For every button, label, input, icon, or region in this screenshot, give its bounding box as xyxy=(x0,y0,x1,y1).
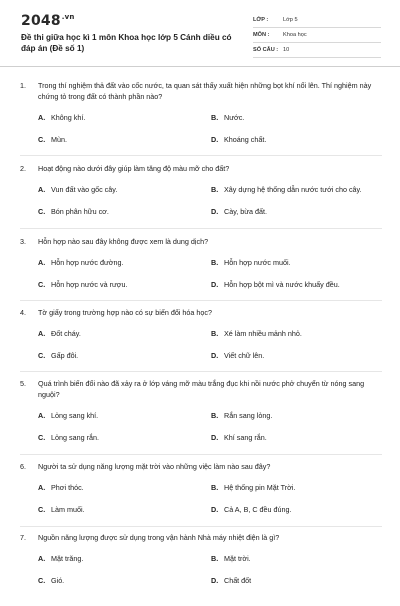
option-letter: D. xyxy=(211,505,219,514)
option-a[interactable] xyxy=(38,329,81,339)
site-logo[interactable] xyxy=(21,13,75,29)
option-letter: B. xyxy=(211,185,219,194)
option-text: Mùn. xyxy=(51,135,67,144)
option-b[interactable] xyxy=(211,483,295,493)
option-text: Vun đất vào gốc cây. xyxy=(51,185,118,194)
option-d[interactable] xyxy=(211,135,266,145)
option-letter: B. xyxy=(211,411,219,420)
option-letter: B. xyxy=(211,258,219,267)
divider xyxy=(20,300,382,301)
document-header xyxy=(0,0,400,67)
option-letter: B. xyxy=(211,483,219,492)
question-number: 7. xyxy=(20,533,26,542)
question-number: 6. xyxy=(20,462,26,471)
option-letter: A. xyxy=(38,554,46,563)
question-text: Nguồn năng lượng được sử dụng trong vận hành Nhà máy nhiệt điện là gì? xyxy=(38,533,280,542)
question-text: Người ta sử dụng năng lượng mặt trời vào những việc làm nào sau đây? xyxy=(38,462,271,471)
option-d[interactable] xyxy=(211,207,267,217)
option-text: Mặt trời. xyxy=(224,554,251,563)
option-text: Đốt cháy. xyxy=(51,329,81,338)
question-number: 2. xyxy=(20,164,26,173)
meta-value: Lớp 5 xyxy=(283,17,298,23)
logo-suffix: .vn xyxy=(61,13,75,22)
option-text: Hỗn hợp bột mì và nước khuấy đều. xyxy=(224,280,340,289)
question-text: Trong thí nghiệm thả đất vào cốc nước, ta quan sát thấy xuất hiện những bọt khí nổi lên. Thí nghiệm này chứng tỏ trong đất có thành phần nào? xyxy=(38,81,372,101)
question-text: Quá trình biến đổi nào đã xảy ra ở lớp váng mỡ màu trắng đục khi nồi nước phở chuyển từ nóng sang nguội? xyxy=(38,379,365,399)
option-letter: A. xyxy=(38,113,46,122)
options xyxy=(20,411,382,463)
divider xyxy=(20,371,382,372)
question-number: 1. xyxy=(20,81,26,90)
divider xyxy=(20,155,382,156)
option-b[interactable] xyxy=(211,411,272,421)
option-text: Khí sang rắn. xyxy=(224,433,267,442)
option-letter: A. xyxy=(38,483,46,492)
meta-key: LỚP : xyxy=(253,17,269,23)
meta-key: MÔN : xyxy=(253,32,270,38)
meta-value: Khoa học xyxy=(283,32,307,38)
meta-row-count xyxy=(253,43,381,58)
question-number: 5. xyxy=(20,379,26,388)
option-letter: C. xyxy=(38,351,46,360)
options xyxy=(20,329,382,381)
question-1 xyxy=(20,80,382,165)
option-b[interactable] xyxy=(211,329,302,339)
option-letter: D. xyxy=(211,351,219,360)
option-text: Hệ thống pin Mặt Trời. xyxy=(224,483,296,492)
option-text: Gió. xyxy=(51,576,65,585)
option-letter: B. xyxy=(211,329,219,338)
divider xyxy=(20,526,382,527)
option-text: Rắn sang lỏng. xyxy=(224,411,273,420)
option-c[interactable] xyxy=(38,207,109,217)
option-c[interactable] xyxy=(38,351,78,361)
option-a[interactable] xyxy=(38,113,85,123)
option-text: Xây dựng hệ thống dẫn nước tưới cho cây. xyxy=(224,185,362,194)
option-letter: C. xyxy=(38,280,46,289)
options xyxy=(20,185,382,237)
option-text: Hỗn hợp nước và rượu. xyxy=(51,280,128,289)
option-c[interactable] xyxy=(38,576,64,586)
option-d[interactable] xyxy=(211,280,340,290)
option-c[interactable] xyxy=(38,433,99,443)
question-number: 3. xyxy=(20,237,26,246)
meta-value: 10 xyxy=(283,47,290,53)
option-text: Mặt trăng. xyxy=(51,554,84,563)
option-text: Cày, bừa đất. xyxy=(224,207,268,216)
option-letter: D. xyxy=(211,280,219,289)
option-letter: D. xyxy=(211,433,219,442)
option-d[interactable] xyxy=(211,576,251,586)
question-text: Hoạt động nào dưới đây giúp làm tăng độ màu mỡ cho đất? xyxy=(38,164,230,173)
option-letter: B. xyxy=(211,113,219,122)
option-c[interactable] xyxy=(38,505,85,515)
option-letter: A. xyxy=(38,258,46,267)
divider xyxy=(20,454,382,455)
option-text: Phơi thóc. xyxy=(51,483,84,492)
option-letter: C. xyxy=(38,135,46,144)
question-number: 4. xyxy=(20,308,26,317)
question-4 xyxy=(20,307,382,381)
option-text: Gấp đôi. xyxy=(51,351,79,360)
option-text: Lỏng sang khí. xyxy=(51,411,99,420)
question-6 xyxy=(20,461,382,535)
question-text: Tờ giấy trong trường hợp nào có sự biến đổi hóa học? xyxy=(38,308,213,317)
option-letter: D. xyxy=(211,576,219,585)
option-letter: D. xyxy=(211,207,219,216)
option-letter: D. xyxy=(211,135,219,144)
options xyxy=(20,113,382,165)
question-3 xyxy=(20,236,382,310)
option-text: Khoáng chất. xyxy=(224,135,267,144)
option-text: Không khí. xyxy=(51,113,86,122)
divider xyxy=(20,228,382,229)
option-a[interactable] xyxy=(38,411,98,421)
meta-row-class xyxy=(253,13,381,28)
option-a[interactable] xyxy=(38,258,124,268)
option-c[interactable] xyxy=(38,135,67,145)
option-b[interactable] xyxy=(211,113,244,123)
option-text: Bón phân hữu cơ. xyxy=(51,207,109,216)
meta-row-subject xyxy=(253,28,381,43)
option-text: Cả A, B, C đều đúng. xyxy=(224,505,292,514)
question-2 xyxy=(20,163,382,237)
option-b[interactable] xyxy=(211,258,291,268)
question-text: Hỗn hợp nào sau đây không được xem là dung dịch? xyxy=(38,237,209,246)
option-b[interactable] xyxy=(211,554,251,564)
options xyxy=(20,258,382,310)
option-text: Lỏng sang rắn. xyxy=(51,433,99,442)
option-text: Chất đốt xyxy=(224,576,252,585)
logo-text: 2048 xyxy=(21,13,61,29)
option-letter: C. xyxy=(38,576,46,585)
option-d[interactable] xyxy=(211,433,267,443)
option-d[interactable] xyxy=(211,505,292,515)
option-a[interactable] xyxy=(38,483,84,493)
option-c[interactable] xyxy=(38,280,128,290)
option-text: Hỗn hợp nước muối. xyxy=(224,258,291,267)
option-a[interactable] xyxy=(38,185,117,195)
option-a[interactable] xyxy=(38,554,83,564)
meta-key: SỐ CÂU : xyxy=(253,47,279,53)
option-d[interactable] xyxy=(211,351,264,361)
option-letter: A. xyxy=(38,185,46,194)
option-text: Nước. xyxy=(224,113,245,122)
option-letter: A. xyxy=(38,411,46,420)
option-letter: B. xyxy=(211,554,219,563)
option-b[interactable] xyxy=(211,185,362,195)
option-text: Làm muối. xyxy=(51,505,85,514)
option-letter: C. xyxy=(38,505,46,514)
option-text: Xé làm nhiều mảnh nhỏ. xyxy=(224,329,302,338)
options xyxy=(20,483,382,535)
page-title: Đề thi giữa học kì 1 môn Khoa học lớp 5 Cánh diều có đáp án (Đề số 1) xyxy=(21,33,232,53)
option-letter: A. xyxy=(38,329,46,338)
question-5 xyxy=(20,378,382,463)
option-text: Viết chữ lên. xyxy=(224,351,265,360)
option-letter: C. xyxy=(38,433,46,442)
option-letter: C. xyxy=(38,207,46,216)
question-7 xyxy=(20,532,382,606)
options xyxy=(20,554,382,606)
option-text: Hỗn hợp nước đường. xyxy=(51,258,124,267)
meta-table xyxy=(253,13,381,58)
